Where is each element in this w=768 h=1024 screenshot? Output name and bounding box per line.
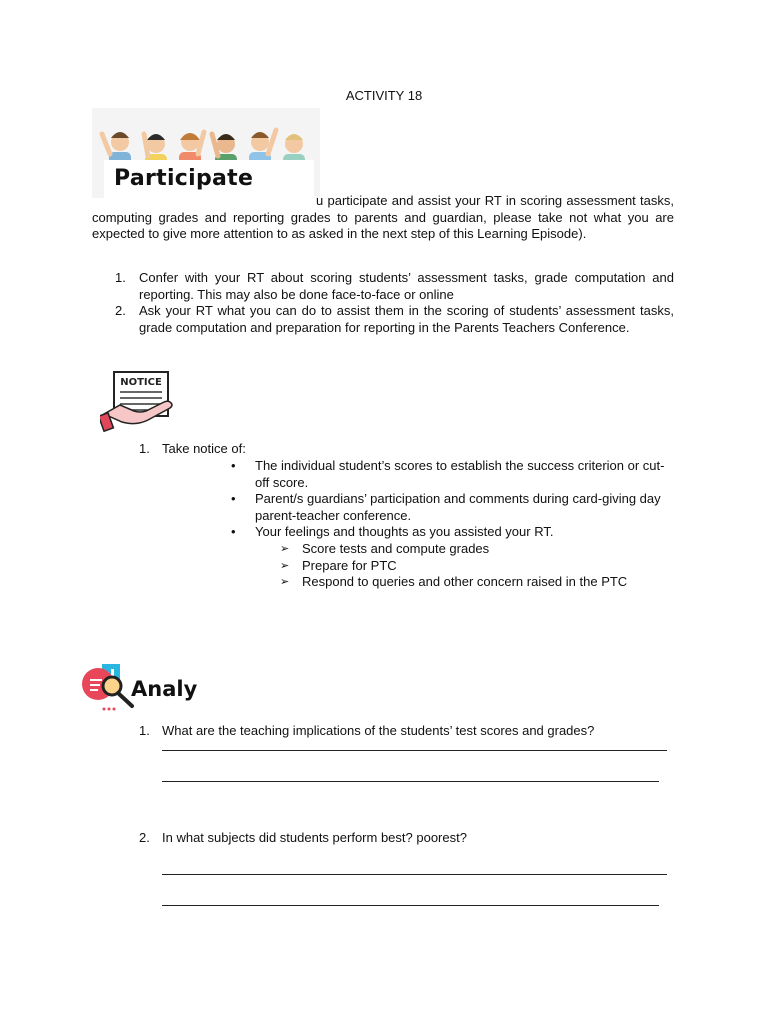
take-notice-text: Take notice of: xyxy=(162,441,246,456)
list-item-number: 1. xyxy=(115,270,126,285)
question-2 xyxy=(139,830,467,847)
arrow-bullet-icon: ➢ xyxy=(280,576,290,588)
list-item xyxy=(231,524,674,541)
list-item-text: Prepare for PTC xyxy=(302,557,397,573)
list-item xyxy=(231,491,674,524)
question-number: 1. xyxy=(139,723,150,738)
list-item-text: Confer with your RT about scoring students’ assessment tasks, grade computation and reporting. This may also be done face-to-face or online xyxy=(139,270,674,302)
list-item xyxy=(280,574,674,591)
answer-line[interactable] xyxy=(162,874,667,875)
analyze-heading: Analy xyxy=(131,677,198,701)
list-item xyxy=(92,303,674,336)
page-title: ACTIVITY 18 xyxy=(345,88,423,103)
list-item xyxy=(231,458,674,491)
intro-paragraph xyxy=(92,193,674,243)
question-text: What are the teaching implications of the students’ test scores and grades? xyxy=(162,723,595,738)
question-number: 2. xyxy=(139,830,150,845)
take-notice-number: 1. xyxy=(139,441,150,456)
list-item xyxy=(92,270,674,303)
notice-icon xyxy=(100,370,176,432)
list-item-text: Score tests and compute grades xyxy=(302,541,490,556)
bullet-icon: • xyxy=(231,458,236,473)
question-1 xyxy=(139,723,594,740)
answer-line[interactable] xyxy=(162,905,659,906)
intro-text: u participate and assist your RT in scoring assessment tasks, computing grades and reporting grades to parents and guardian, please take not what you are expected to give more attention to as asked in the next step of this Learning Episode). xyxy=(92,193,674,241)
list-item xyxy=(280,558,674,575)
question-text: In what subjects did students perform best? poorest? xyxy=(162,830,467,845)
sub-item-list xyxy=(280,541,674,591)
list-item-text: The individual student’s scores to establish the success criterion or cut-off score. xyxy=(255,458,665,490)
list-item-number: 2. xyxy=(115,303,126,318)
arrow-bullet-icon: ➢ xyxy=(280,559,290,572)
list-item xyxy=(280,541,674,558)
notice-icon-text: NOTICE xyxy=(120,377,162,388)
answer-line[interactable] xyxy=(162,750,667,751)
notice-bullet-list xyxy=(231,458,674,541)
answer-line[interactable] xyxy=(162,781,659,782)
arrow-bullet-icon: ➢ xyxy=(280,543,290,555)
list-item-text: Parent/s guardians’ participation and comments during card-giving day parent-teacher conference. xyxy=(255,491,661,523)
take-notice xyxy=(139,441,246,458)
list-item-text: Respond to queries and other concern raised in the PTC xyxy=(302,574,628,589)
participate-steps-list xyxy=(92,270,674,336)
bullet-icon: • xyxy=(231,491,236,506)
bullet-icon: • xyxy=(231,524,236,539)
list-item-text: Ask your RT what you can do to assist them in the scoring of students’ assessment tasks, grade computation and preparation for reporting in the Parents Teachers Conference. xyxy=(139,303,674,335)
participate-heading: Participate xyxy=(104,160,314,198)
list-item-text: Your feelings and thoughts as you assisted your RT. xyxy=(255,524,554,539)
